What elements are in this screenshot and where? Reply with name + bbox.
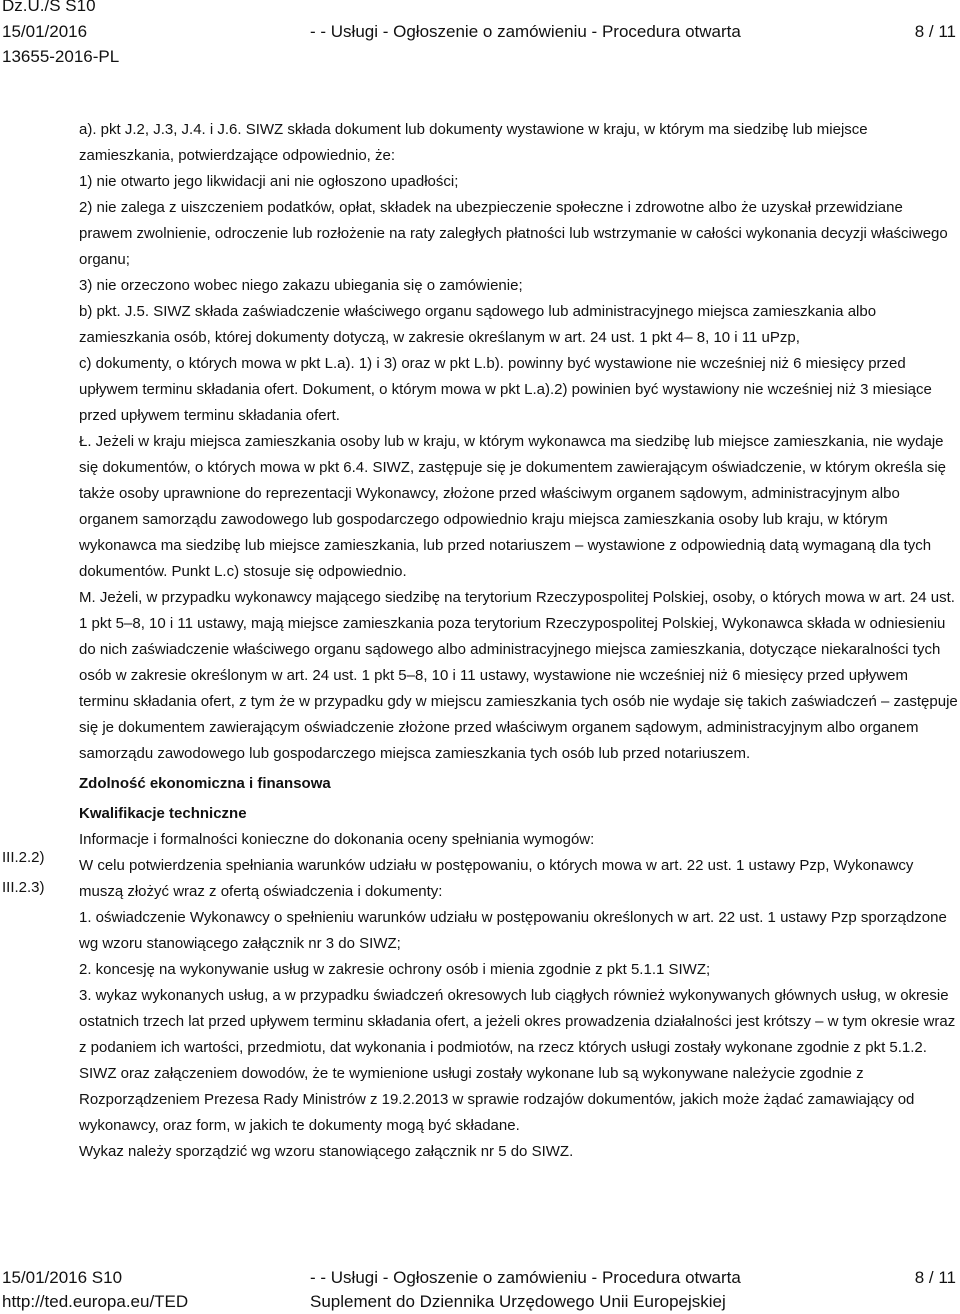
footer-date-series: 15/01/2016 S10: [2, 1268, 123, 1287]
footer-url[interactable]: http://ted.europa.eu/TED: [2, 1292, 189, 1311]
header-title: - - Usługi - Ogłoszenie o zamówieniu - Procedura otwarta: [310, 22, 741, 41]
body-paragraph: b) pkt. J.5. SIWZ składa zaświadczenie właściwego organu sądowego lub administracyjnego miejsca zamieszkania albo zamieszkania osób, której dokumenty dotyczą, w zakresie określanym w art. 24 ust. 1 pkt 4– 8, 10 i 11 uPzp,: [79, 303, 877, 346]
footer-page-number: 8 / 11: [914, 1268, 956, 1287]
body-paragraph: M. Jeżeli, w przypadku wykonawcy mającego siedzibę na terytorium Rzeczypospolitej Polskiej, osoby, o których mowa w art. 24 ust. 1 pkt 5–8, 10 i 11 ustawy, mają miejsce zamieszkania poza terytorium Rzeczypospolitej Polskiej, Wykonawca składa w odniesieniu do nich zaświadczenie właściwego organu sądowego albo administracyjnego miejsca zamieszkania, dotyczące niekaralności tych osób w zakresie określonym w art. 24 ust. 1 pkt 5–8, 10 i 11 ustawy, wystawione nie wcześniej niż 6 miesięcy przed upływem terminu składania ofert, z tym że w przypadku gdy w miejscu zamieszkania tych osób nie wydaje się takich zaświadczeń – zastępuje się je dokumentem zawierającym oświadczenie złożone przed właściwym organem sądowym, administracyjnym albo organem samorządu zawodowego lub gospodarczego miejsca zamieszkania tych osób lub przed notariuszem.: [79, 589, 958, 762]
body-paragraph: 1. oświadczenie Wykonawcy o spełnieniu warunków udziału w postępowaniu określonych w art. 22 ust. 1 ustawy Pzp sporządzone wg wzoru stanowiącego załącznik nr 3 do SIWZ;: [79, 909, 947, 952]
section-number-iii-2-3: III.2.3): [2, 879, 45, 896]
body-paragraph: a). pkt J.2, J.3, J.4. i J.6. SIWZ składa dokument lub dokumenty wystawione w kraju, w którym ma siedzibę lub miejsce zamieszkania, potwierdzające odpowiednio, że:: [79, 121, 868, 164]
body-paragraph: 2) nie zalega z uiszczeniem podatków, opłat, składek na ubezpieczenie społeczne i zdrowotne albo że uzyskał przewidziane prawem zwolnienie, odroczenie lub rozłożenie na raty zaległych płatności lub wstrzymanie w całości wykonania decyzji właściwego organu;: [79, 199, 948, 268]
header-date: 15/01/2016: [2, 22, 88, 41]
body-paragraph: Informacje i formalności konieczne do dokonania oceny spełniania wymogów:: [79, 831, 595, 848]
body-paragraph: c) dokumenty, o których mowa w pkt L.a). 1) i 3) oraz w pkt L.b). powinny być wystawione nie wcześniej niż 6 miesięcy przed upływem terminu składania ofert. Dokument, o którym mowa w pkt L.a).2) powinien być wystawiony nie wcześniej niż 3 miesiące przed upływem terminu składania ofert.: [79, 355, 932, 424]
journal-ref: Dz.U./S S10: [2, 0, 96, 15]
section-number-iii-2-2: III.2.2): [2, 849, 45, 866]
body-paragraph: Ł. Jeżeli w kraju miejsca zamieszkania osoby lub w kraju, w którym wykonawca ma siedzibę lub miejsce zamieszkania, nie wydaje się dokumentów, o których mowa w pkt 6.4. SIWZ, zastępuje się je dokumentem zawierającym oświadczenie, w którym określa się także osoby uprawnione do reprezentacji Wykonawcy, złożone przed właściwym organem sądowym, administracyjnym albo organem samorządu zawodowego lub gospodarczego odpowiednio kraju miejsca zamieszkania osoby lub kraju, w którym wykonawca ma siedzibę lub miejsce zamieszkania, lub przed notariuszem – wystawione z odpowiednią datą wymaganą dla tych dokumentów. Punkt L.c) stosuje się odpowiednio.: [79, 433, 947, 580]
body-paragraph: 1) nie otwarto jego likwidacji ani nie ogłoszono upadłości;: [79, 173, 459, 190]
section-heading-technical: Kwalifikacje techniczne: [79, 805, 247, 822]
body-paragraph: 3. wykaz wykonanych usług, a w przypadku świadczeń okresowych lub ciągłych również wykonywanych głównych usług, w okresie ostatnich trzech lat przed upływem terminu składania ofert, a jeżeli okres prowadzenia działalności jest krótszy – w tym okresie wraz z podaniem ich wartości, przedmiotu, dat wykonania i podmiotów, na rzecz których usługi zostały wykonane zgodnie z pkt 5.1.2. SIWZ oraz załączeniem dowodów, że te wymienione usługi zostały wykonane lub są wykonywane należycie zgodnie z Rozporządzeniem Prezesa Rady Ministrów z 19.2.2013 w sprawie rodzajów dokumentów, jakich może żądać zamawiający od wykonawcy, oraz form, w jakich te dokumenty mogą być składane.: [79, 987, 956, 1134]
body-paragraph: W celu potwierdzenia spełniania warunków udziału w postępowaniu, o których mowa w art. 22 ust. 1 ustawy Pzp, Wykonawcy muszą złożyć wraz z ofertą oświadczenia i dokumenty:: [79, 857, 914, 900]
body-paragraph: 2. koncesję na wykonywanie usług w zakresie ochrony osób i mienia zgodnie z pkt 5.1.1 SIWZ;: [79, 961, 711, 978]
notice-id: 13655-2016-PL: [2, 47, 120, 66]
body-paragraph: 3) nie orzeczono wobec niego zakazu ubiegania się o zamówienie;: [79, 277, 523, 294]
document-body: [79, 117, 959, 1165]
body-paragraph: Wykaz należy sporządzić wg wzoru stanowiącego załącznik nr 5 do SIWZ.: [79, 1143, 574, 1160]
section-heading-economic: Zdolność ekonomiczna i finansowa: [79, 775, 331, 792]
footer-title: - - Usługi - Ogłoszenie o zamówieniu - Procedura otwarta: [310, 1268, 741, 1287]
header-page-number: 8 / 11: [914, 22, 956, 41]
footer-supplement: Suplement do Dziennika Urzędowego Unii Europejskiej: [310, 1292, 726, 1311]
